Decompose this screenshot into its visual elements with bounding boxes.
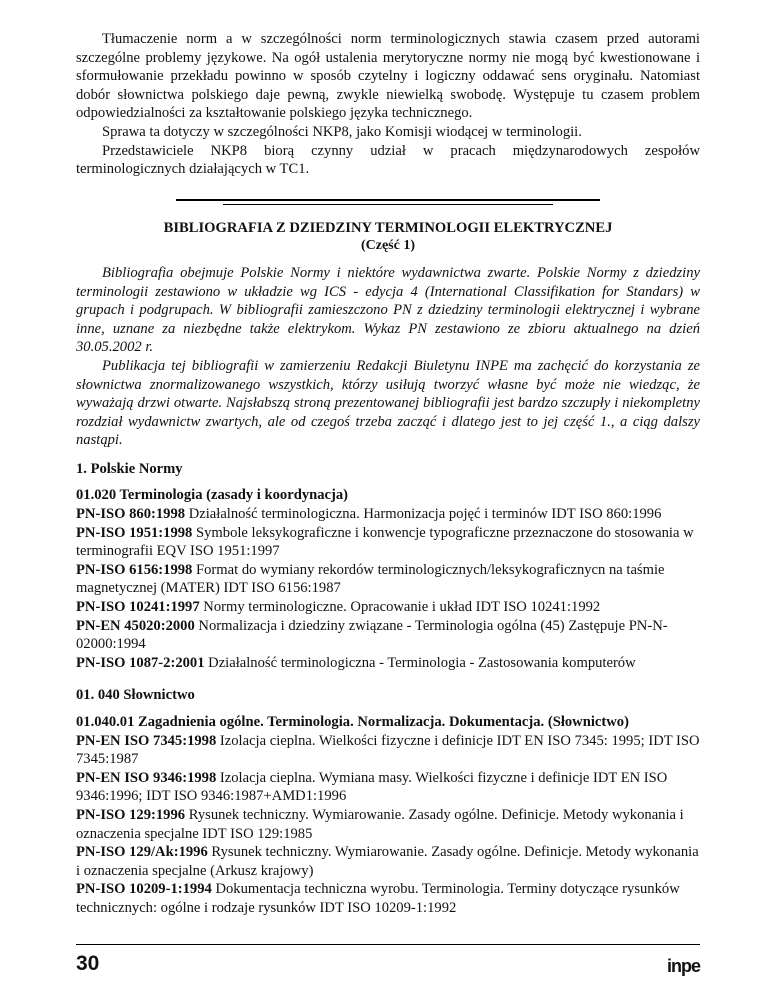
list-item [76,617,700,654]
group-01-020-list [76,505,700,672]
norm-title: Rysunek techniczny. Wymiarowanie. Zasady ogólne. Definicje. Metody wykonania i oznaczenia specjalne IDT ISO 129:1985 [76,806,684,842]
norm-title: Izolacja cieplna. Wymiana masy. Wielkości fizyczne i definicje IDT EN ISO 9346:1996; IDT ISO 9346:1987+AMD1:1996 [76,769,668,805]
group-01-040-list [76,732,700,918]
footer-line [76,944,700,945]
subgroup-heading-01-040-01: 01.040.01 Zagadnienia ogólne. Terminologia. Normalizacja. Dokumentacja. (Słownictwo) [76,714,629,730]
intro-paragraph-3: Przedstawiciele NKP8 biorą czynny udział w pracach międzynarodowych zespołów terminologicznych działających w TC1. [76,142,700,178]
norm-title: Dokumentacja techniczna wyrobu. Terminologia. Terminy dotyczące rysunków technicznych: ogólne i rodzaje rysunków IDT ISO 10209-1:1992 [76,881,680,916]
section-divider [76,199,700,205]
norm-code: PN-ISO 129/Ak:1996 [76,844,208,861]
norm-code: PN-EN ISO 7345:1998 [76,732,217,749]
group-heading-01-020: 01.020 Terminologia (zasady i koordynacja) [76,487,349,504]
norm-code: PN-ISO 129:1996 [76,806,186,823]
inpe-logo: inpe [666,956,700,976]
intro-text [76,30,700,179]
norm-code: PN-ISO 6156:1998 [76,561,193,578]
list-item [76,524,700,561]
page-footer [76,944,700,976]
divider-line-thin [223,204,553,205]
intro-paragraph-1: Tłumaczenie norm a w szczególności norm terminologicznych stawia czasem przed autorami szczególne problemy językowe. Na ogół ustalenia merytoryczne normy nie mogą być kwestionowane i sformułowanie przekładu powinno w sposób czytelny i logiczny oddawać sens oryginału. Natomiast dobór słownictwa polskiego daje pewną, zwykle niewielką swobodę. Występuje tu czasem problem odpowiedzialności za kształtowanie polskiego języka technicznego. [76,31,700,122]
list-item [76,654,700,673]
section-title: BIBLIOGRAFIA Z DZIEDZINY TERMINOLOGII ELEKTRYCZNEJ [163,219,613,236]
divider-line-thick [176,199,600,201]
page-content [76,30,700,918]
list-item [76,732,700,769]
list-item [76,769,700,806]
norm-title: Normalizacja i dziedziny związane - Terminologia ogólna (45) Zastępuje PN-N-02000:1994 [76,617,668,653]
list-item [76,806,700,843]
list-item [76,880,700,917]
italic-paragraph-2: Publikacja tej bibliografii w zamierzeniu Redakcji Biuletynu INPE ma zachęcić do korzystania ze słownictwa znormalizowanego wszystkich, którzy usiłują tworzyć własne być może nie wiedząc, że wyważają drzwi otwarte. Najsłabszą stroną prezentowanej bibliografii jest bardzo szczupły i niekompletny rozdział wydawnictw zwartych, ale od czegoś trzeba zacząć i dlatego jest to jej część 1., a ciąg dalszy nastąpi. [76,357,700,449]
intro-paragraph-2: Sprawa ta dotyczy w szczególności NKP8, jako Komisji wiodącej w terminologii. [102,123,582,140]
norm-title: Działalność terminologiczna - Terminologia - Zastosowania komputerów [204,654,636,671]
norm-code: PN-EN ISO 9346:1998 [76,769,217,786]
norm-title: Izolacja cieplna. Wielkości fizyczne i definicje IDT EN ISO 7345: 1995; IDT ISO 7345:1987 [76,732,700,768]
list-item [76,561,700,598]
norm-title: Rysunek techniczny. Wymiarowanie. Zasady ogólne. Definicje. Metody wykonania i oznaczenia specjalne (Arkusz krajowy) [76,844,699,879]
list-item [76,598,700,617]
norm-title: Normy terminologiczne. Opracowanie i układ IDT ISO 10241:1992 [199,599,601,616]
norm-title: Symbole leksykograficzne i konwencje typograficzne przeznaczone do stosowania w terminografii EQV ISO 1951:1997 [76,524,694,560]
italic-paragraph-1: Bibliografia obejmuje Polskie Normy i niektóre wydawnictwa zwarte. Polskie Normy z dziedziny terminologii zestawiono w układzie wg ICS - edycja 4 (International Classifikation for Standars) w grupach i podgrupach. W bibliografii zamieszczono PN z dziedziny terminologii elektrycznej i wybrane inne, uznane za niezbędne także elektrykom. Wykaz PN zestawiono ze zbioru aktualnego na dzień 30.05.2002 r. [76,264,700,356]
bibliography-intro [76,264,700,450]
page-number: 30 [76,952,100,975]
norm-title: Działalność terminologiczna. Harmonizacja pojęć i terminów IDT ISO 860:1996 [185,506,662,523]
group-heading-01-040: 01. 040 Słownictwo [76,687,195,704]
heading-polskie-normy: 1. Polskie Normy [76,460,183,477]
list-item [76,505,700,524]
norm-code: PN-ISO 1951:1998 [76,524,193,541]
norm-code: PN-ISO 860:1998 [76,506,186,523]
section-subtitle: (Część 1) [360,238,416,254]
norm-code: PN-ISO 10241:1997 [76,599,200,616]
norm-code: PN-EN 45020:2000 [76,617,195,634]
list-item [76,843,700,880]
norm-code: PN-ISO 1087-2:2001 [76,654,205,671]
norm-code: PN-ISO 10209-1:1994 [76,881,212,898]
norm-title: Format do wymiany rekordów terminologicznych/leksykograficznycn na taśmie magnetycznej (MATER) IDT ISO 6156:1987 [76,561,665,597]
